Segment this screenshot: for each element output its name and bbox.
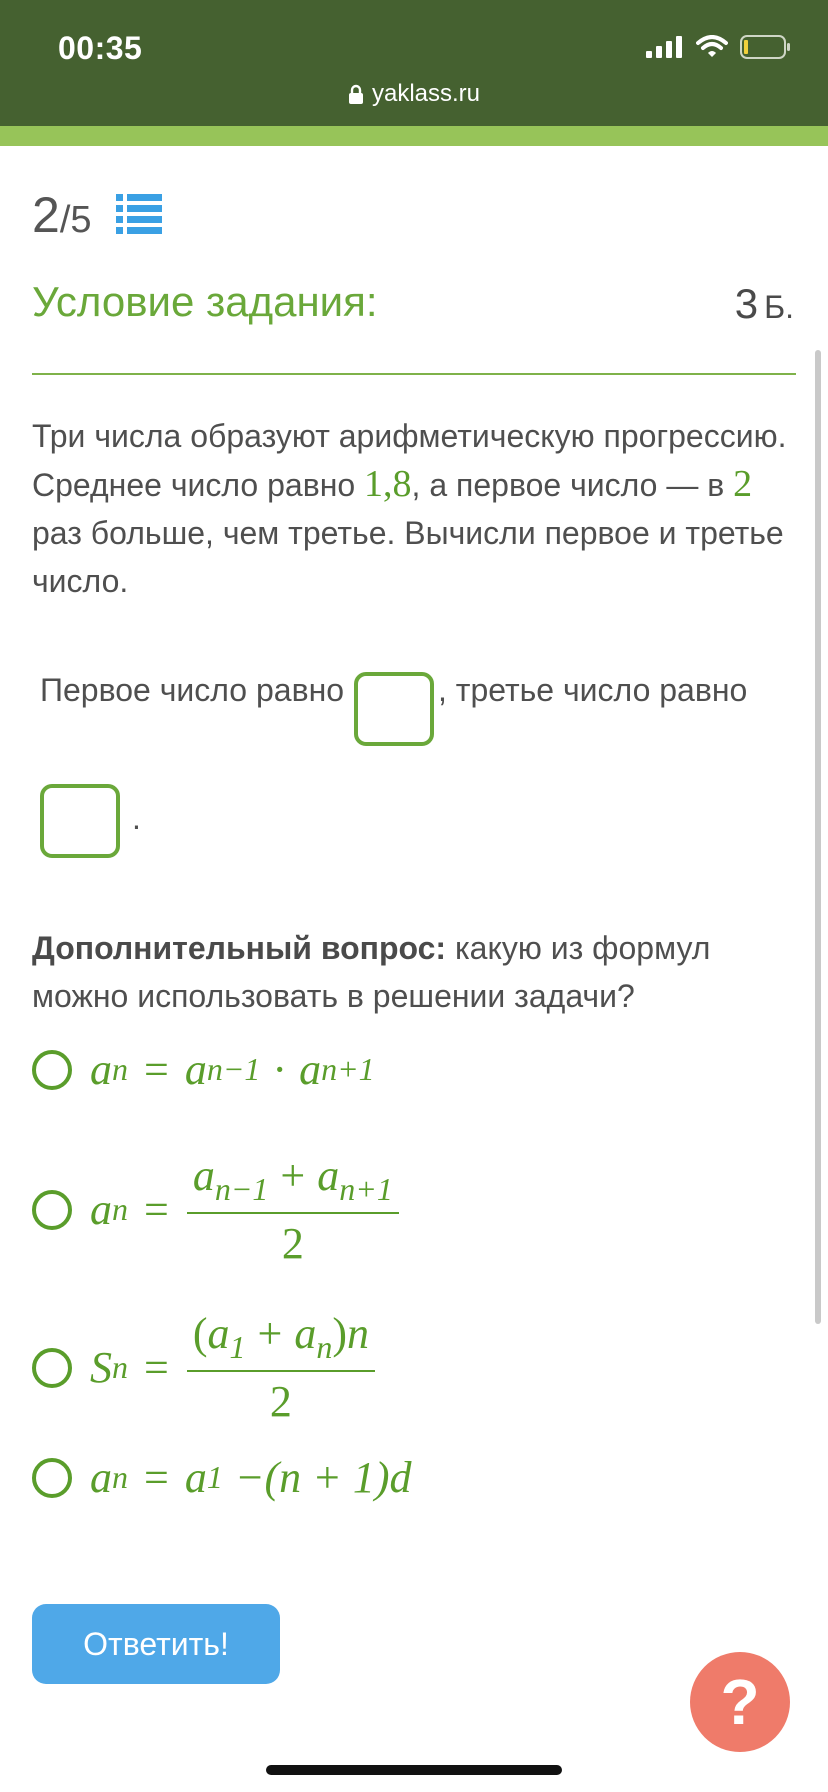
first-number-label: Первое число равно: [40, 672, 345, 708]
title-divider: [32, 373, 796, 375]
problem-text: [32, 412, 802, 605]
url-text: yaklass.ru: [371, 80, 481, 107]
status-time: 00:35: [58, 30, 143, 66]
radio-circle-icon[interactable]: [32, 1458, 72, 1498]
first-number-input[interactable]: [354, 672, 434, 746]
question-mark-icon: ?: [720, 1666, 760, 1738]
points-unit: Б.: [764, 289, 794, 325]
progress-total: /5: [59, 199, 92, 241]
problem-text-part-2: , а первое число — в: [411, 467, 734, 503]
third-number-label: , третье число равно: [438, 672, 748, 708]
option-4[interactable]: [32, 1452, 412, 1503]
formula-3: S n = $\frac{(a_1 + a_n)n}{2}$: [90, 1308, 375, 1427]
page-scrollbar[interactable]: [815, 350, 821, 1324]
third-number-input[interactable]: [40, 784, 120, 858]
task-progress: [32, 187, 162, 243]
radio-circle-icon[interactable]: [32, 1190, 72, 1230]
status-icons: [646, 36, 792, 62]
task-condition-title: Условие задания:: [32, 278, 378, 325]
radio-circle-icon[interactable]: [32, 1348, 72, 1388]
home-indicator[interactable]: [266, 1765, 562, 1775]
radio-circle-icon[interactable]: [32, 1050, 72, 1090]
extra-question: [32, 924, 802, 1020]
wifi-icon: [696, 35, 728, 64]
ratio-number: 2: [733, 463, 753, 505]
progress-current: 2: [32, 187, 60, 243]
formula-1: a n = a n−1 · a n+1: [90, 1045, 375, 1094]
option-2[interactable]: [32, 1150, 399, 1269]
problem-text-part-3: раз больше, чем третье. Вычисли первое и третье число.: [32, 515, 784, 599]
middle-number: 1,8: [364, 463, 412, 505]
submit-answer-button[interactable]: Ответить!: [32, 1604, 280, 1684]
battery-icon: [740, 34, 792, 65]
points-value: 3: [734, 280, 759, 327]
url-bar[interactable]: [0, 80, 828, 111]
answer-period: .: [132, 800, 141, 836]
formula-2: a n = $\frac{a_{n-1} + a_{n+1}}{2}$: [90, 1150, 399, 1269]
answer-line-2: [438, 672, 818, 709]
option-1[interactable]: [32, 1044, 375, 1095]
list-icon[interactable]: [116, 194, 162, 239]
option-3[interactable]: [32, 1308, 375, 1427]
signal-icon: [646, 36, 684, 63]
browser-header: [0, 0, 828, 126]
task-points: [735, 280, 794, 328]
extra-question-bold: Дополнительный вопрос:: [32, 930, 447, 966]
header-accent-stripe: [0, 126, 828, 146]
formula-4: a n = a 1 −(n + 1) d: [90, 1453, 412, 1502]
lock-icon: [348, 83, 364, 111]
extra-question-text: какую из формул можно использовать в решении задачи?: [32, 930, 711, 1014]
help-button[interactable]: [690, 1652, 790, 1752]
problem-text-part-1: Три числа образуют арифметическую прогрессию. Среднее число равно: [32, 418, 787, 503]
